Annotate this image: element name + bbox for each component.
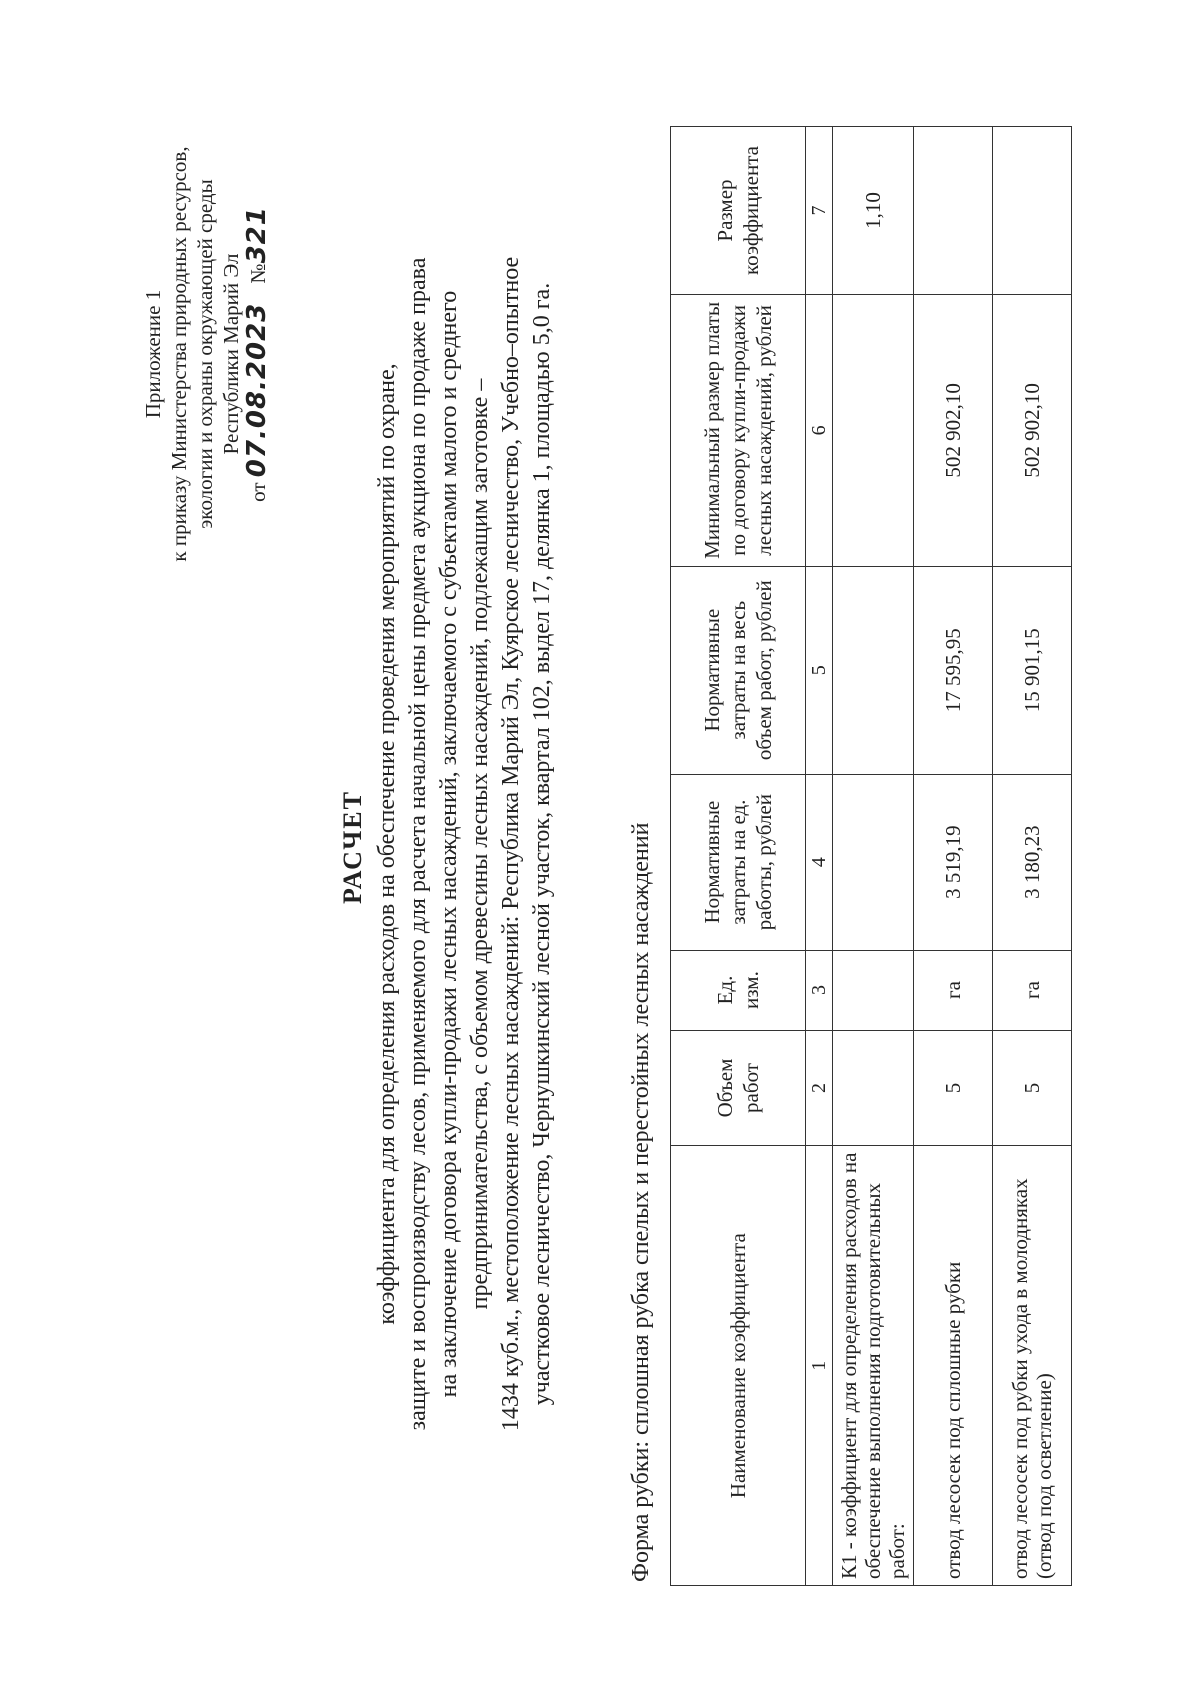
intro-line: защите и воспроизводству лесов, применяемого для расчета начальной цены предмета аукциона по продаже права (405, 257, 431, 1431)
cell-min-payment: 502 902,10 (993, 295, 1072, 567)
appendix-order-line: к приказу Министерства природных ресурсов, (167, 146, 191, 562)
cell-unit (833, 950, 914, 1030)
document-intro (372, 144, 558, 1544)
column-number: 4 (806, 774, 833, 950)
appendix-title: Приложение 1 (141, 289, 165, 419)
cell-unit-cost (833, 774, 914, 950)
intro-line: на заключение договора купли-продажи лесных насаждений, заключаемого с субъектами малого и среднего (436, 290, 462, 1398)
cell-coefficient (993, 127, 1072, 295)
table-header-row (671, 127, 806, 1586)
intro-line: предпринимательства, с объемом древесины лесных насаждений, подлежащим заготовке – (467, 378, 493, 1310)
appendix-republic-line: Республики Марий Эл (219, 253, 243, 455)
column-number: 3 (806, 950, 833, 1030)
cell-unit-cost: 3 519,19 (914, 774, 993, 950)
cell-volume (833, 1030, 914, 1146)
cell-name: отвод лесосек под рубки ухода в молодняках (отвод под осветление) (993, 1146, 1072, 1586)
header-min-payment: Минимальный размер платы по договору купли-продажи лесных насаждений, рублей (671, 295, 806, 567)
coefficient-table (670, 126, 1072, 1586)
cell-coefficient: 1,10 (833, 127, 914, 295)
form-of-cutting: Форма рубки: сплошная рубка спелых и перестойных лесных насаждений (628, 822, 654, 1582)
header-unit: Ед. изм. (671, 950, 806, 1030)
cell-min-payment: 502 902,10 (914, 295, 993, 567)
appendix-ministry-line: экологии и охраны окружающей среды (193, 179, 217, 529)
cell-total-cost (833, 566, 914, 774)
cell-total-cost: 15 901,15 (993, 566, 1072, 774)
appendix-header (140, 74, 271, 634)
header-total-cost: Нормативные затраты на весь объем работ, рублей (671, 566, 806, 774)
cell-min-payment (833, 295, 914, 567)
cell-volume: 5 (993, 1030, 1072, 1146)
header-unit-cost: Нормативные затраты на ед. работы, рублей (671, 774, 806, 950)
handwritten-number: 321 (242, 206, 272, 264)
cell-name: отвод лесосек под сплошные рубки (914, 1146, 993, 1586)
header-coefficient-value: Размер коэффициента (671, 127, 806, 295)
column-number: 7 (806, 127, 833, 295)
cell-total-cost: 17 595,95 (914, 566, 993, 774)
document-title: РАСЧЕТ (338, 790, 367, 904)
column-number: 1 (806, 1146, 833, 1586)
number-prefix: № (246, 263, 270, 284)
appendix-date-number-line (244, 74, 271, 634)
cell-unit: га (914, 950, 993, 1030)
handwritten-date: 07.08.2023 (242, 302, 272, 478)
date-prefix: от (246, 482, 270, 502)
column-number-row (806, 127, 833, 1586)
header-coefficient-name: Наименование коэффициента (671, 1146, 806, 1586)
table-row (833, 127, 914, 1586)
cell-name: К1 - коэффициент для определения расходов на обеспечение выполнения подготовительных работ: (833, 1146, 914, 1586)
intro-line: 1434 куб.м., местоположение лесных насаждений: Республика Марий Эл, Куярское лесничество, Учебно–опытное (498, 256, 524, 1432)
cell-unit-cost: 3 180,23 (993, 774, 1072, 950)
table-row (914, 127, 993, 1586)
intro-line: коэффициента для определения расходов на обеспечение проведения мероприятий по охране, (374, 363, 400, 1325)
table-row (993, 127, 1072, 1586)
column-number: 6 (806, 295, 833, 567)
cell-volume: 5 (914, 1030, 993, 1146)
cell-unit: га (993, 950, 1072, 1030)
column-number: 2 (806, 1030, 833, 1146)
intro-line: участковое лесничество, Чернушкинский лесной участок, квартал 102, выдел 17, делянка 1, площадью 5,0 га. (529, 282, 555, 1406)
header-work-volume: Объем работ (671, 1030, 806, 1146)
cell-coefficient (914, 127, 993, 295)
column-number: 5 (806, 566, 833, 774)
